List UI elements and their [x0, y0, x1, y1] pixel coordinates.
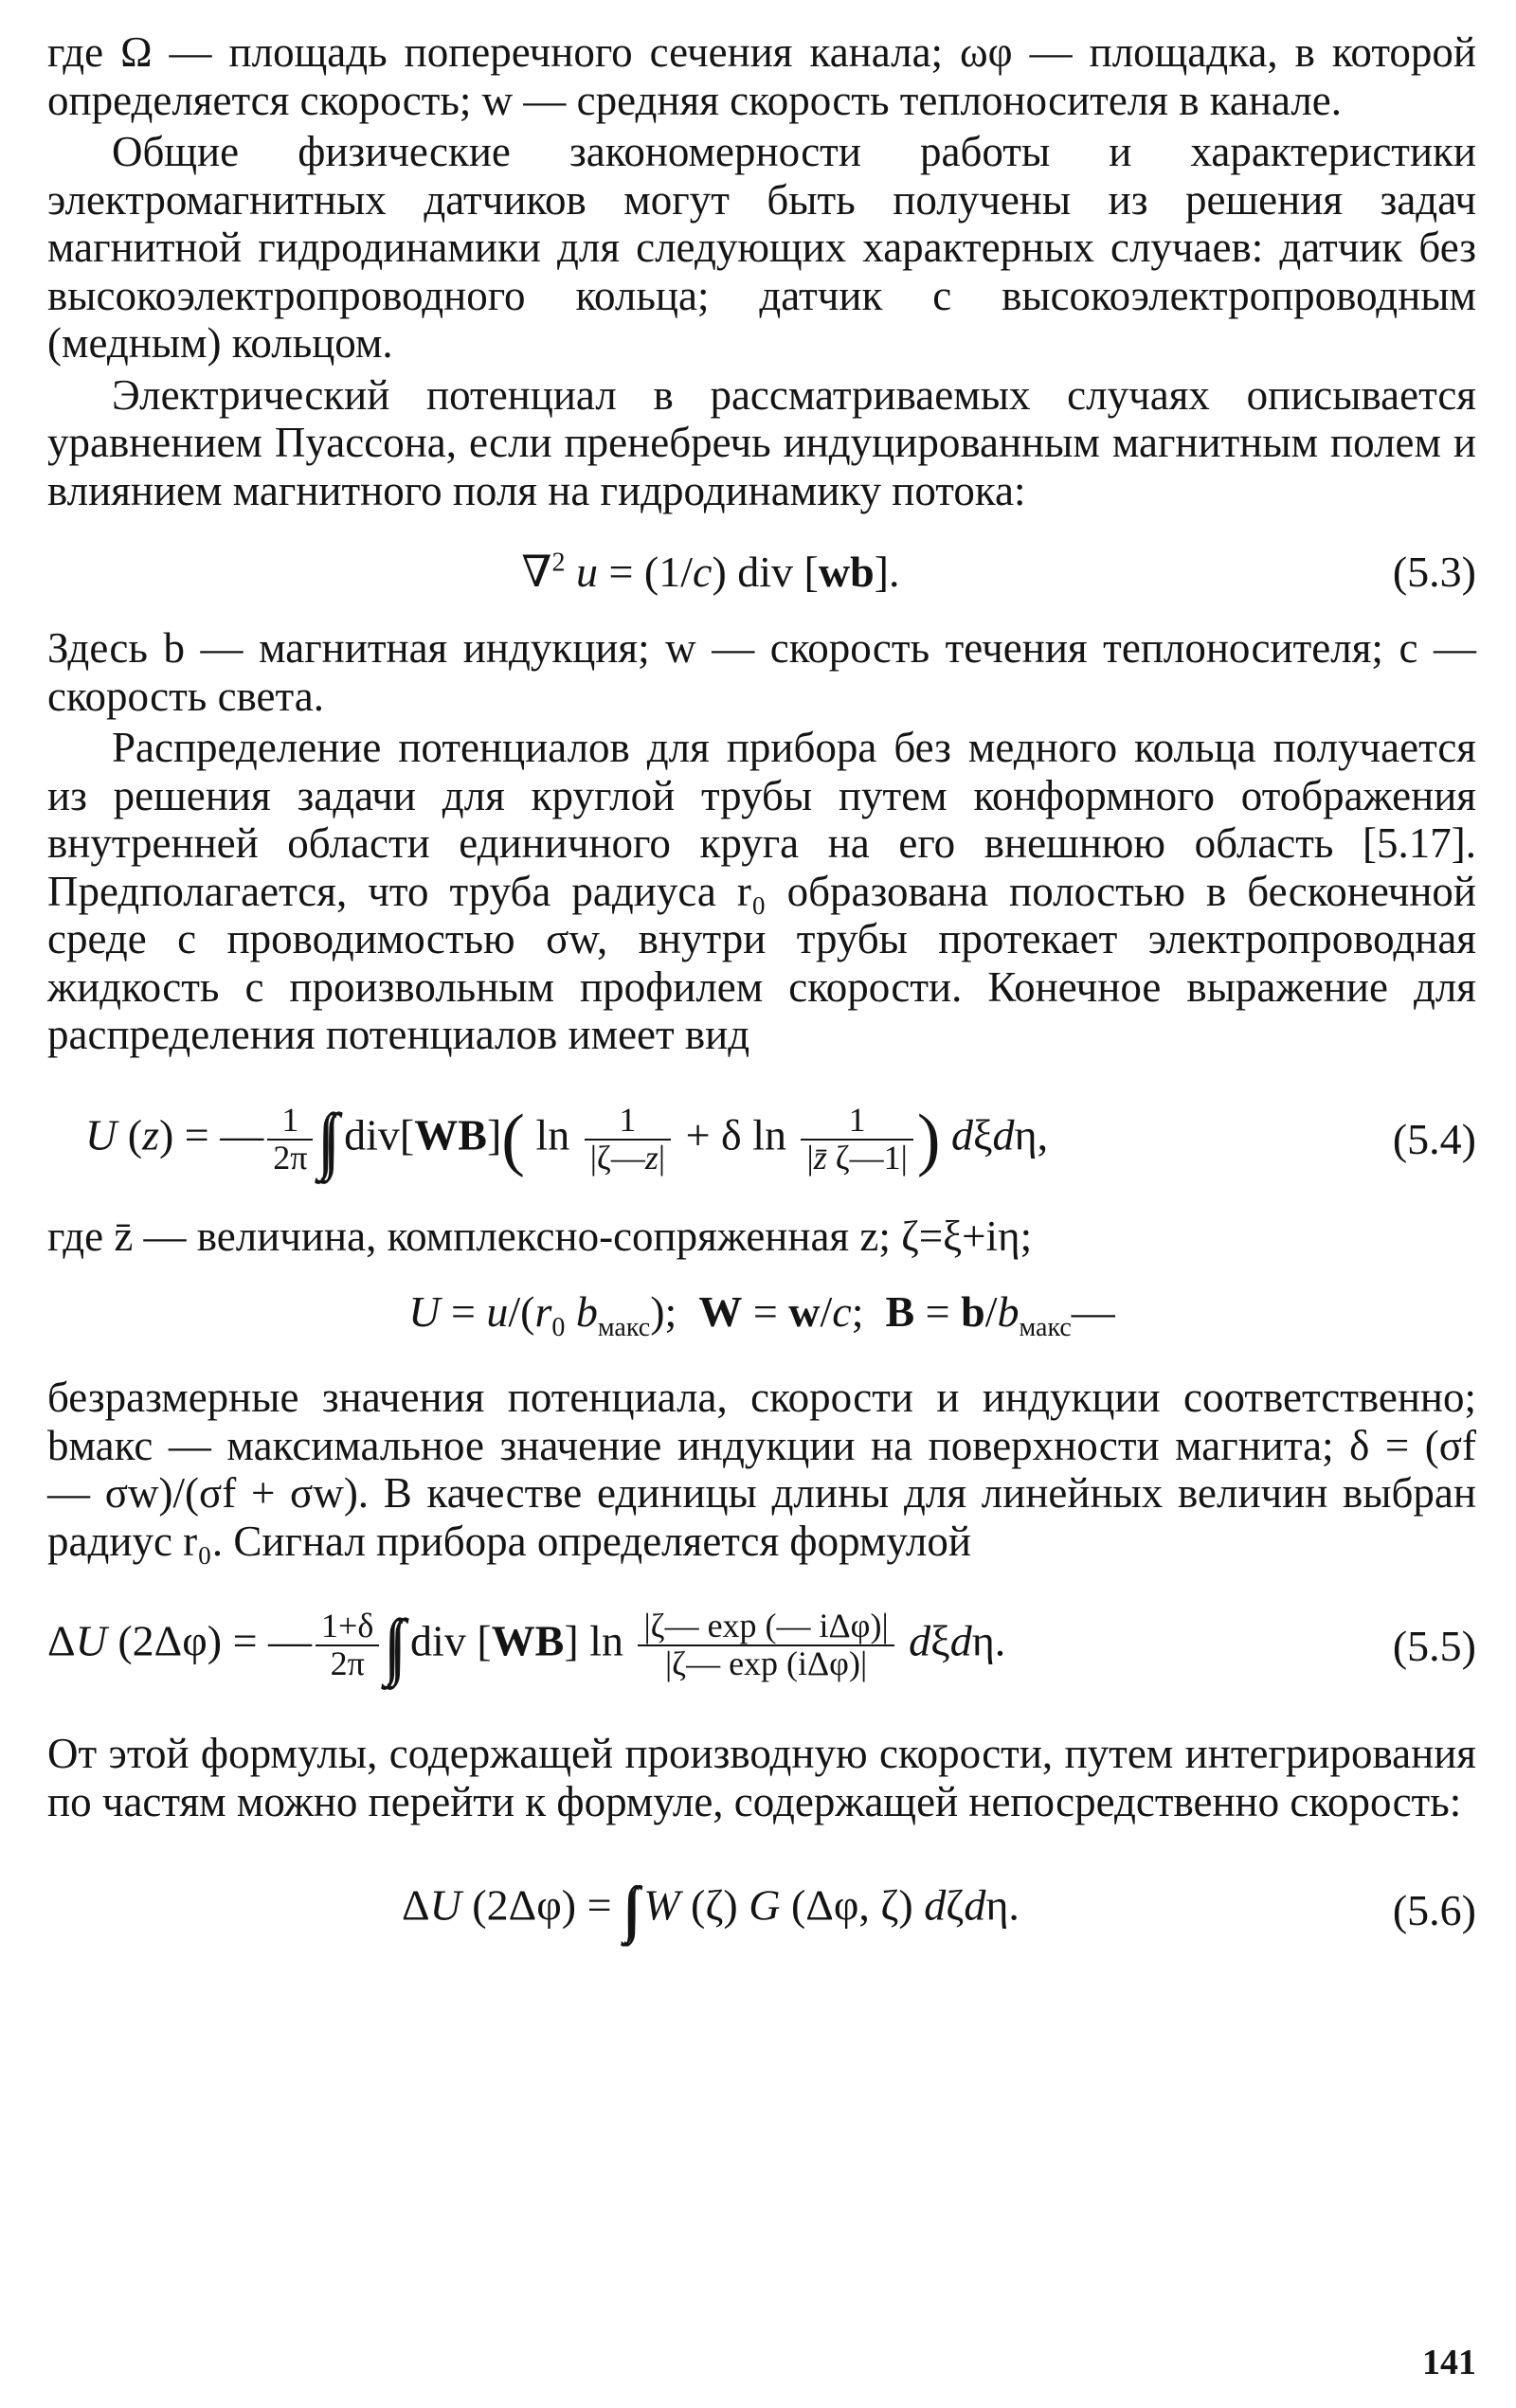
equation-5-3-body: ∇$^2$ u = (1/c) div [wb]. [521, 548, 900, 596]
equation-5-4-number: (5.4) [1392, 1115, 1476, 1163]
paragraph-6: где z̄ — величина, комплексно-сопряженная z; ζ=ξ+iη; [47, 1212, 1033, 1260]
page-number: 141 [1422, 2343, 1476, 2382]
paragraph-8: От этой формулы, содержащей производную скорости, путем интегрирования по частям можно перейти к формуле, содержащей непосредственно скорость: [47, 1730, 1476, 1825]
paragraph-1: где Ω — площадь поперечного сечения канала; ωφ — площадка, в которой определяется скорость; w — средняя скорость теплоносителя в канале. [47, 28, 1476, 124]
equation-5-4-body: U (z) = — $\frac{1}{2\pi}$ ∫∫ div[WB]( ln $\frac{1}{|\zeta—z|}$ + δ ln $\frac{1}{|z̄ \zeta—1|}$ ) dξdη, [85, 1097, 1049, 1180]
equation-dimensionless-body: $U = u/(r_0$ $b_{макс}$); W = w/c; $B = b/b_{макс}—$ [408, 1286, 1115, 1343]
paragraph-7: безразмерные значения потенциала, скорости и индукции соответственно; bмакс — максимальное значение индукции на поверхности магнита; δ = (σf — σw)/(σf + σw). В качестве единицы длины для линейных величин выбран радиус r₀. Сигнал прибора определяется формулой [47, 1374, 1476, 1565]
equation-5-6 [47, 1867, 1476, 1952]
book-page [47, 28, 1476, 2378]
equation-5-6-body: ΔU (2Δφ) = ∫∫ W (ζ) G (Δφ, ζ) dζdη. [401, 1875, 1020, 1944]
equation-5-5 [47, 1593, 1476, 1698]
equation-dimensionless [47, 1285, 1476, 1345]
equation-5-4 [47, 1087, 1476, 1192]
equation-5-5-number: (5.5) [1392, 1621, 1476, 1670]
equation-5-3-number: (5.3) [1392, 547, 1476, 596]
paragraph-2: Общие физические закономерности работы и характеристики электромагнитных датчиков могут быть получены из решения задач магнитной гидродинамики для следующих характерных случаев: датчик без высокоэлектропроводного кольца; датчик с высокоэлектропроводным (медным) кольцом. [47, 128, 1476, 367]
paragraph-3: Электрический потенциал в рассматриваемых случаях описывается уравнением Пуассона, если пренебречь индуцированным магнитным полем и влиянием магнитного поля на гидродинамику потока: [47, 370, 1476, 514]
paragraph-5: Распределение потенциалов для прибора без медного кольца получается из решения задачи для круглой трубы путем конформного отображения внутренней области единичного круга на его внешнюю область [5.17]. Предполагается, что труба радиуса r₀ образована полостью в бесконечной среде с проводимостью σw, внутри трубы протекает электропроводная жидкость с произвольным профилем скорости. Конечное выражение для распределения потенциалов имеет вид [47, 724, 1476, 1058]
equation-5-5-body: ΔU (2Δφ) = — $\frac{1+\delta}{2\pi}$ ∫∫ div [WB] ln $\frac{\text{|ζ— exp (— iΔφ)|}}{\text{|ζ— exp (iΔφ)|}}$ dξdη. [47, 1604, 1006, 1686]
equation-5-3 [47, 543, 1476, 600]
equation-5-6-number: (5.6) [1392, 1885, 1476, 1934]
paragraph-4: Здесь b — магнитная индукция; w — скорость течения теплоносителя; c — скорость света. [47, 624, 1476, 720]
